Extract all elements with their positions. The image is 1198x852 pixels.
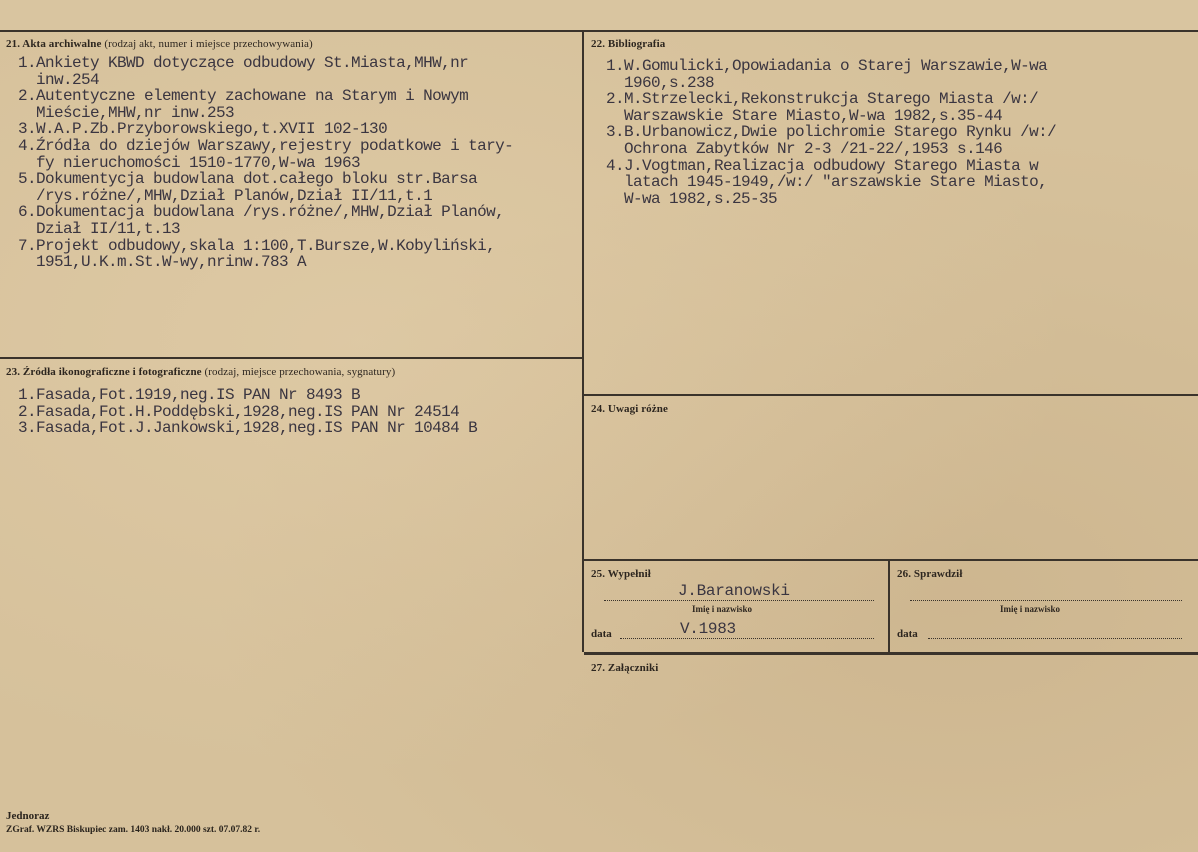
section-21-subtitle: (rodzaj akt, numer i miejsce przechowywania) <box>104 38 313 50</box>
entry-line: Dział II/11,t.13 <box>18 219 181 238</box>
entry-line: 5.Dokumentycja budowlana dot.całego bloku str.Barsa <box>18 170 478 189</box>
section-27-header: 27. Załączniki <box>591 662 659 674</box>
entry-line: 4.J.Vogtman,Realizacja odbudowy Starego Miasta w <box>606 156 1039 175</box>
filled-by-date: V.1983 <box>680 620 736 638</box>
entry-line: 3.Fasada,Fot.J.Jankowski,1928,neg.IS PAN Nr 10484 B <box>18 419 478 438</box>
filled-by-name-line <box>604 600 874 601</box>
horizontal-divider-right-24 <box>584 394 1198 396</box>
horizontal-divider-right-25 <box>584 559 1198 561</box>
entry-line: W-wa 1982,s.25-35 <box>606 189 778 208</box>
entry-line: 6.Dokumentacja budowlana /rys.różne/,MHW,Dział Planów, <box>18 203 505 222</box>
section-23-entries <box>18 387 477 437</box>
entry-line: Warszawskie Stare Miasto,W-wa 1982,s.35-44 <box>606 106 1003 125</box>
filled-by-date-line <box>620 638 874 639</box>
vertical-divider-25-26 <box>888 561 890 653</box>
checked-by-name-line <box>910 600 1182 601</box>
checked-by-name-caption: Imię i nazwisko <box>1000 604 1061 614</box>
entry-line: 4.Źródła do dziejów Warszawy,rejestry podatkowe i tary- <box>18 136 514 155</box>
filled-by-date-label: data <box>591 628 612 640</box>
checked-by-date-line <box>928 638 1182 639</box>
section-21-title: 21. Akta archiwalne <box>6 38 102 50</box>
section-21-entries <box>18 55 513 271</box>
section-23-header <box>6 366 395 378</box>
section-26-header: 26. Sprawdził <box>897 568 963 580</box>
section-25-header: 25. Wypełnił <box>591 568 651 580</box>
entry-line: 1951,U.K.m.St.W-wy,nrinw.783 A <box>18 253 307 272</box>
filled-by-name: J.Baranowski <box>678 582 790 600</box>
entry-line: 1960,s.238 <box>606 73 715 92</box>
section-23-title: 23. Źródła ikonograficzne i fotograficzne <box>6 366 202 378</box>
section-23-subtitle: (rodzaj, miejsce przechowania, sygnatury) <box>204 366 396 378</box>
entry-line: fy nieruchomości 1510-1770,W-wa 1963 <box>18 153 361 172</box>
section-22-header: 22. Bibliografia <box>591 38 666 50</box>
filled-by-name-caption: Imię i nazwisko <box>692 604 753 614</box>
checked-by-date-label: data <box>897 628 918 640</box>
footer-jednoraz: Jednoraz <box>6 810 50 822</box>
section-22-entries <box>606 58 1056 207</box>
entry-line: 2.M.Strzelecki,Rekonstrukcja Starego Miasta /w:/ <box>606 90 1039 109</box>
entry-line: 3.B.Urbanowicz,Dwie polichromie Starego Rynku /w:/ <box>606 123 1057 142</box>
entry-line: inw.254 <box>18 70 100 89</box>
entry-line: 1.Ankiety KBWD dotyczące odbudowy St.Miasta,MHW,nr <box>18 54 469 72</box>
entry-line: 2.Fasada,Fot.H.Poddębski,1928,neg.IS PAN Nr 24514 <box>18 402 460 421</box>
section-24-header: 24. Uwagi różne <box>591 403 668 415</box>
footer-printer-info: ZGraf. WZRS Biskupiec zam. 1403 nakł. 20.000 szt. 07.07.82 r. <box>6 825 261 835</box>
entry-line: Ochrona Zabytków Nr 2-3 /21-22/,1953 s.146 <box>606 139 1003 158</box>
entry-line: 3.W.A.P.Zb.Przyborowskiego,t.XVII 102-130 <box>18 120 388 139</box>
entry-line: latach 1945-1949,/w:/ "arszawskie Stare Miasto, <box>606 173 1048 192</box>
entry-line: /rys.różne/,MHW,Dział Planów,Dział II/11,t.1 <box>18 186 433 205</box>
entry-line: 2.Autentyczne elementy zachowane na Starym i Nowym <box>18 87 469 106</box>
horizontal-divider-left <box>0 357 584 359</box>
entry-line: 7.Projekt odbudowy,skala 1:100,T.Bursze,W.Kobyliński, <box>18 236 496 255</box>
entry-line: 1.W.Gomulicki,Opowiadania o Starej Warszawie,W-wa <box>606 57 1048 75</box>
entry-line: 1.Fasada,Fot.1919,neg.IS PAN Nr 8493 B <box>18 386 361 404</box>
horizontal-divider-right-27 <box>584 652 1198 655</box>
section-21-header <box>6 38 313 50</box>
entry-line: Mieście,MHW,nr inw.253 <box>18 103 235 122</box>
top-strip <box>0 0 1198 32</box>
